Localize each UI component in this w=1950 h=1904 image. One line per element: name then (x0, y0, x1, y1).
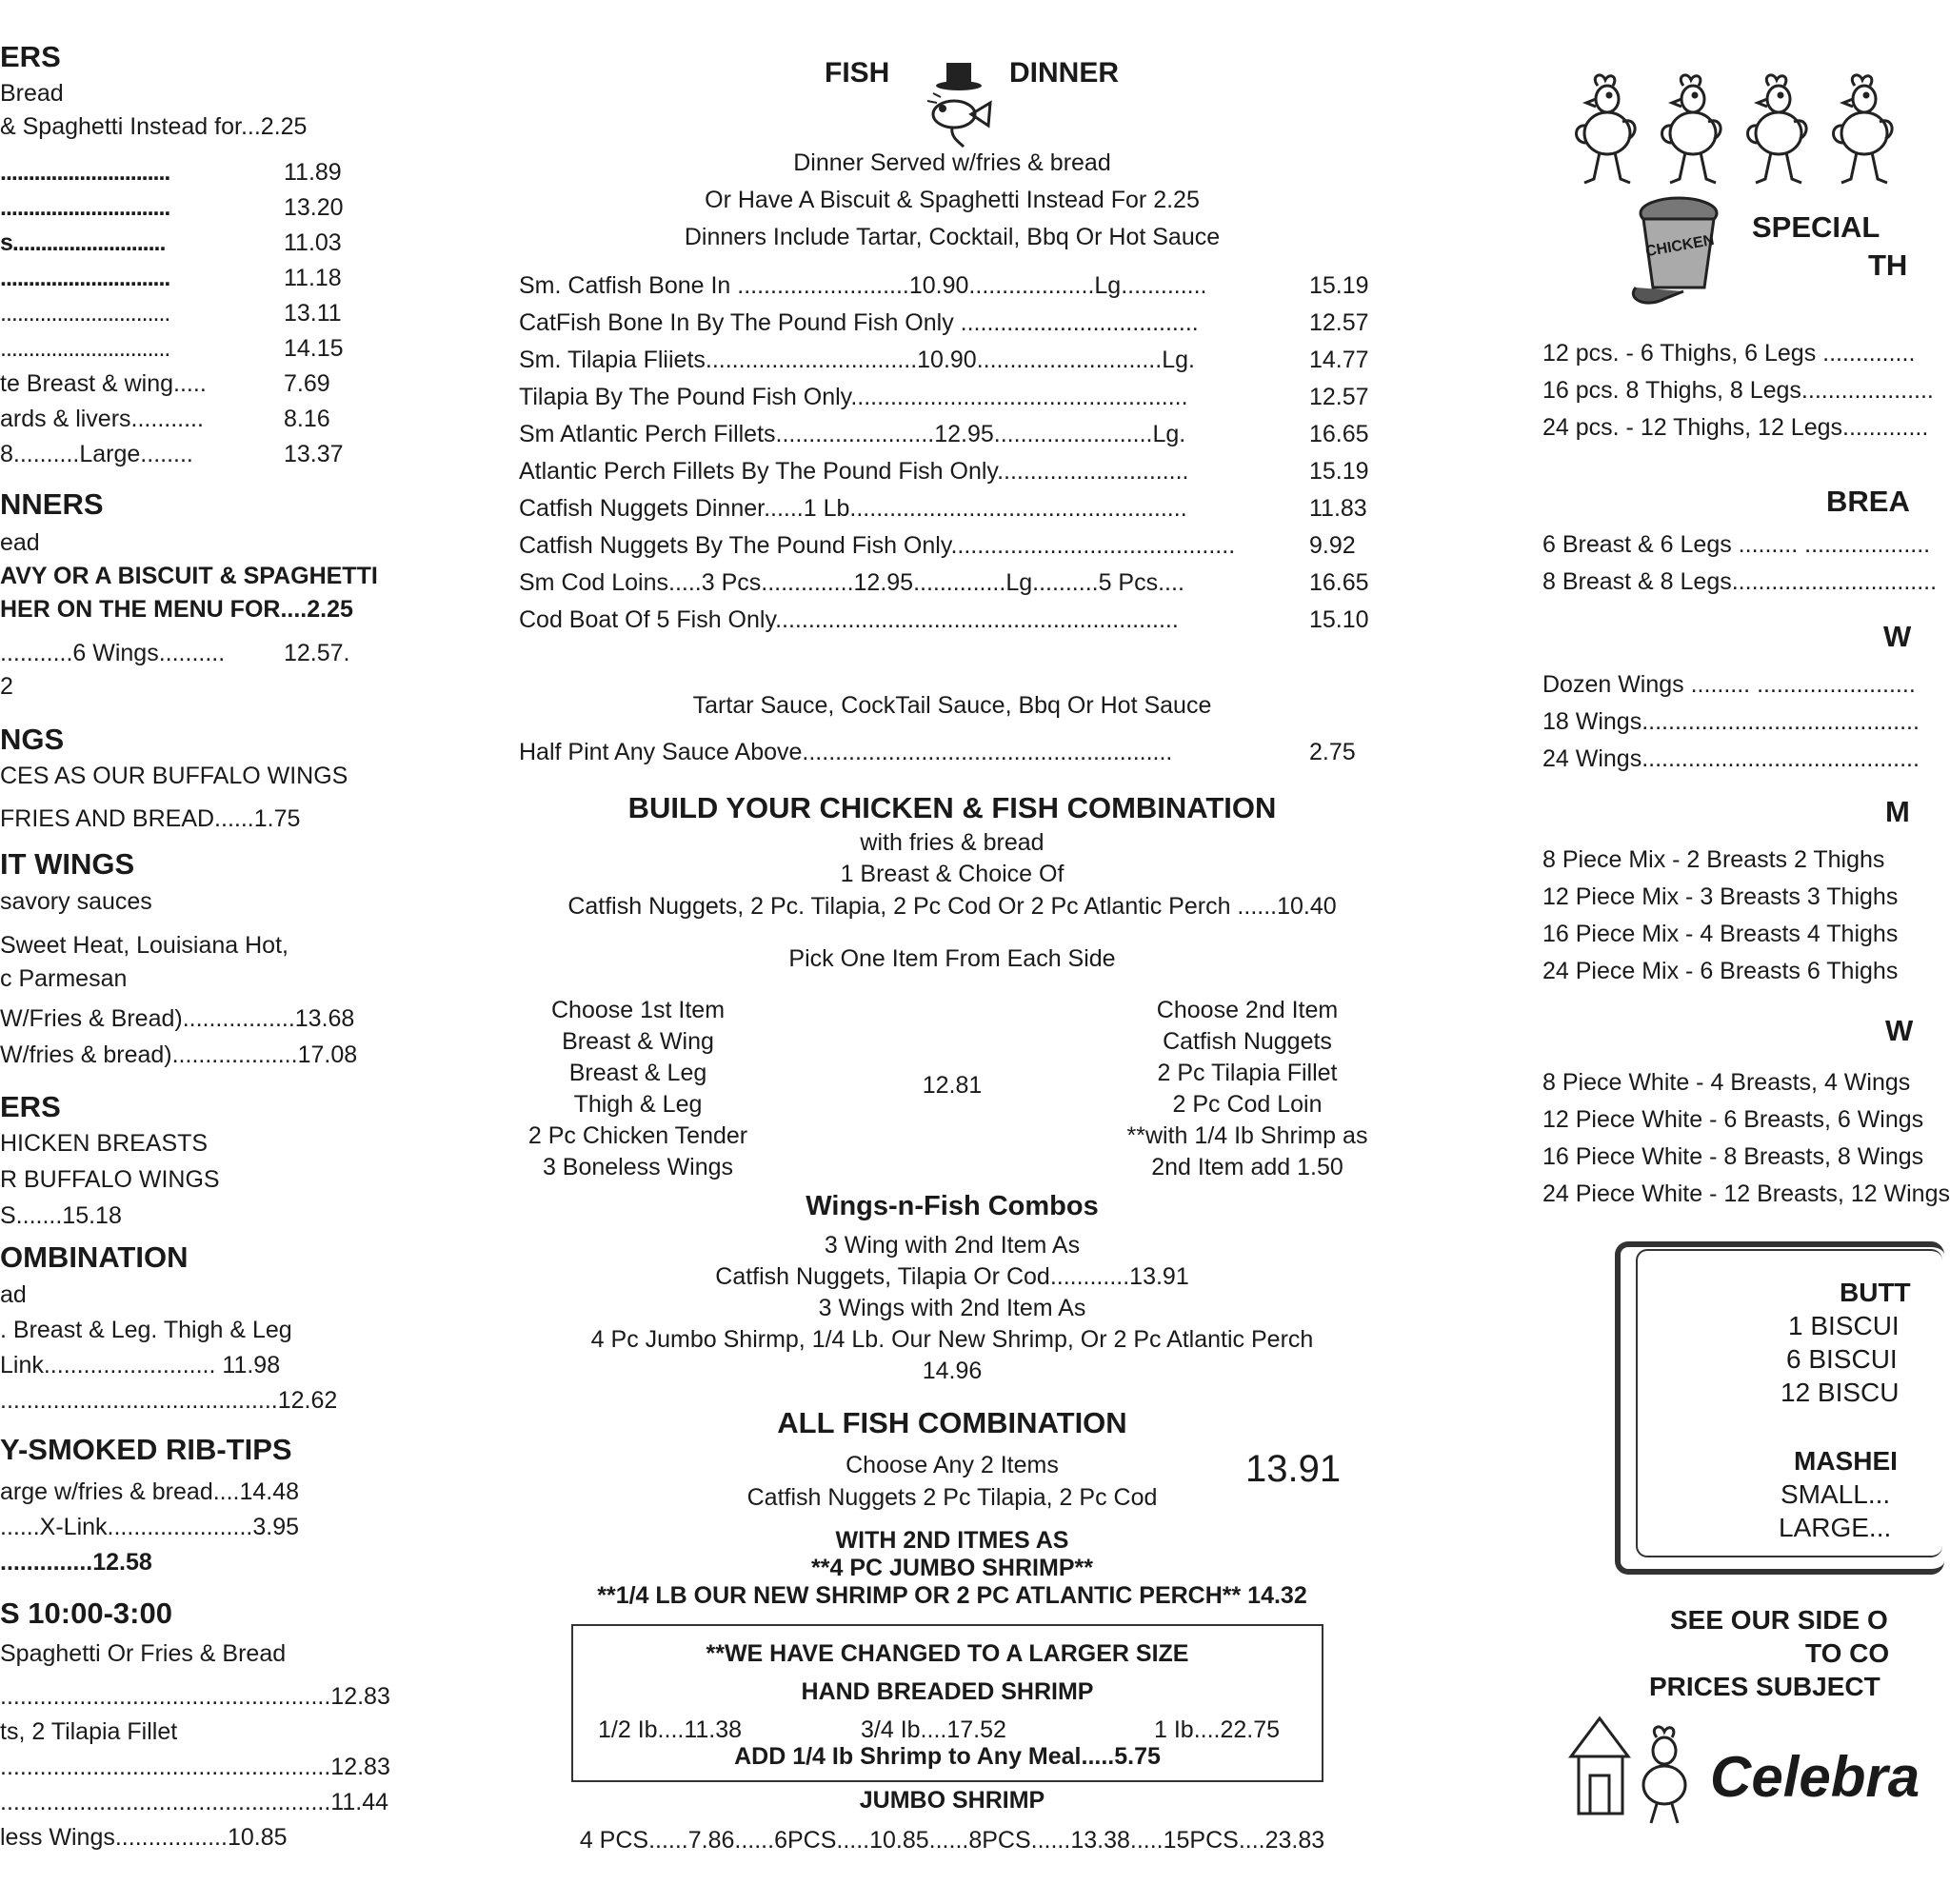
left-menu-price: 11.18 (284, 265, 342, 291)
fish-item-name: Atlantic Perch Fillets By The Pound Fish Only............................. (519, 458, 1189, 485)
left-menu-line: R BUFFALO WINGS (0, 1166, 220, 1193)
dinner-title: DINNER (1009, 57, 1120, 89)
left-menu-line: . Breast & Leg. Thigh & Leg (0, 1317, 292, 1343)
chicken-package-line: 12 Piece White - 6 Breasts, 6 Wings (1542, 1106, 1924, 1133)
left-menu-line: CES AS OUR BUFFALO WINGS (0, 763, 348, 789)
celebrate-text: Celebra (1710, 1745, 1920, 1809)
left-menu-line: ..................................................12.83 (0, 1683, 390, 1710)
dancing-chickens-icon (1569, 67, 1912, 190)
chicken-package-line: 18 Wings.......................................... (1542, 708, 1920, 735)
see-side-line-1: SEE OUR SIDE O (1670, 1605, 1888, 1635)
fish-item-name: Catfish Nuggets By The Pound Fish Only........................................... (519, 532, 1236, 559)
left-menu-line: ts, 2 Tilapia Fillet (0, 1718, 178, 1745)
intro-line-1: Dinner Served w/fries & bread (793, 149, 1111, 176)
left-menu-price: 7.69 (284, 370, 330, 397)
left-menu-line: Spaghetti Or Fries & Bread (0, 1640, 287, 1667)
shrimp-size-half-lb: 1/2 Ib....11.38 (598, 1716, 743, 1743)
shrimp-notice-line-1: **WE HAVE CHANGED TO A LARGER SIZE (706, 1640, 1189, 1667)
left-menu-line: AVY OR A BISCUIT & SPAGHETTI (0, 563, 378, 589)
chicken-package-line: 8 Piece White - 4 Breasts, 4 Wings (1542, 1069, 1911, 1096)
build-combo-title: BUILD YOUR CHICKEN & FISH COMBINATION (627, 791, 1277, 824)
wings-fish-line: Catfish Nuggets, Tilapia Or Cod............13.91 (715, 1263, 1189, 1290)
shrimp-size-one-lb: 1 Ib....22.75 (1154, 1716, 1281, 1743)
fish-item-name: Sm. Tilapia Fliiets................................10.90............................Lg. (519, 347, 1195, 373)
left-menu-line: ......X-Link......................3.95 (0, 1514, 300, 1540)
sides-box-line: 6 BISCUI (1786, 1344, 1898, 1374)
chicken-package-line: 8 Breast & 8 Legs............................... (1542, 568, 1938, 595)
half-pint-price: 2.75 (1309, 739, 1356, 765)
left-menu-line: .............................. (0, 335, 170, 362)
left-menu-price: 11.89 (284, 159, 342, 186)
second-item-choice: Choose 2nd Item (1156, 997, 1339, 1023)
left-menu-line: Y-SMOKED RIB-TIPS (0, 1433, 292, 1466)
left-menu-line: .............................. (0, 265, 170, 291)
chicken-package-line: 24 Piece White - 12 Breasts, 12 Wings (1542, 1180, 1950, 1207)
left-menu-line: ..................................................11.44 (0, 1789, 388, 1815)
shrimp-add-on: ADD 1/4 Ib Shrimp to Any Meal.....5.75 (734, 1743, 1161, 1770)
chicken-package-line: 8 Piece Mix - 2 Breasts 2 Thighs (1542, 846, 1885, 873)
left-menu-line: 2 (0, 673, 13, 700)
left-menu-line: S 10:00-3:00 (0, 1597, 172, 1630)
second-item-choice: 2 Pc Cod Loin (1172, 1091, 1323, 1118)
sides-box-line: 1 BISCUI (1788, 1311, 1900, 1340)
left-menu-line: Bread (0, 80, 64, 107)
first-item-choice: Breast & Leg (568, 1060, 707, 1086)
left-menu-line: ..................................................12.83 (0, 1754, 390, 1780)
fish-item-name: Catfish Nuggets Dinner......1 Lb................................................... (519, 495, 1187, 522)
fish-item-price: 15.19 (1309, 458, 1369, 485)
left-menu-price: 14.15 (284, 335, 344, 362)
chicken-package-line: 12 Piece Mix - 3 Breasts 3 Thighs (1542, 883, 1899, 910)
left-menu-line: .............................. (0, 300, 170, 327)
left-menu-price: 13.20 (284, 194, 344, 221)
chicken-package-line: BREA (1826, 485, 1910, 518)
fish-item-name: Tilapia By The Pound Fish Only................................................... (519, 384, 1188, 410)
bucket-label: CHICKEN (1643, 231, 1716, 261)
left-menu-line: te Breast & wing..... (0, 370, 207, 397)
build-line-3: Catfish Nuggets, 2 Pc. Tilapia, 2 Pc Cod Or 2 Pc Atlantic Perch ......10.40 (567, 893, 1337, 920)
first-item-choice: Breast & Wing (562, 1028, 714, 1055)
chicken-package-line: W (1885, 1014, 1914, 1047)
wings-fish-line: 4 Pc Jumbo Shirmp, 1/4 Lb. Our New Shrimp, Or 2 Pc Atlantic Perch (590, 1326, 1314, 1353)
wings-fish-line: 3 Wing with 2nd Item As (824, 1232, 1081, 1259)
left-menu-line: 8..........Large........ (0, 441, 193, 467)
left-menu-line: .............................. (0, 194, 170, 221)
chicken-package-line: 6 Breast & 6 Legs ......... ................... (1542, 531, 1931, 558)
sides-box-line: LARGE... (1779, 1513, 1892, 1542)
with-2nd-line-1: WITH 2ND ITMES AS (835, 1527, 1069, 1554)
left-menu-line: s........................... (0, 229, 166, 256)
half-pint-label: Half Pint Any Sauce Above........................................................ (519, 739, 1173, 765)
second-item-choice: **with 1/4 Ib Shrimp as (1126, 1122, 1368, 1149)
fish-item-price: 16.65 (1309, 569, 1369, 596)
special-title-line-1: SPECIAL (1752, 210, 1880, 244)
left-menu-line: ...........6 Wings.......... (0, 640, 226, 666)
all-fish-line-2: Catfish Nuggets 2 Pc Tilapia, 2 Pc Cod (746, 1484, 1158, 1511)
all-fish-title: ALL FISH COMBINATION (777, 1406, 1127, 1439)
fish-item-price: 12.57 (1309, 309, 1369, 336)
see-side-line-3: PRICES SUBJECT (1649, 1672, 1880, 1701)
left-menu-line: FRIES AND BREAD......1.75 (0, 805, 301, 832)
fish-item-name: Sm Atlantic Perch Fillets........................12.95........................Lg. (519, 421, 1186, 447)
all-fish-price: 13.91 (1245, 1448, 1342, 1490)
chicken-package-line: 24 Wings.......................................... (1542, 745, 1920, 772)
wings-fish-line: 14.96 (922, 1358, 983, 1384)
chicken-coop-icon (1562, 1709, 1704, 1828)
fish-item-name: Cod Boat Of 5 Fish Only............................................................. (519, 606, 1179, 633)
first-item-choice: Choose 1st Item (550, 997, 726, 1023)
fish-item-price: 11.83 (1309, 495, 1367, 522)
chicken-package-line: W (1883, 620, 1912, 653)
shrimp-size-three-quarter-lb: 3/4 Ib....17.52 (861, 1716, 1006, 1743)
second-item-choice: 2 Pc Tilapia Fillet (1157, 1060, 1338, 1086)
chicken-package-line: 16 Piece Mix - 4 Breasts 4 Thighs (1542, 921, 1899, 947)
wings-fish-title: Wings-n-Fish Combos (806, 1191, 1099, 1221)
intro-line-3: Dinners Include Tartar, Cocktail, Bbq Or Hot Sauce (684, 224, 1221, 250)
left-menu-price: 11.03 (284, 229, 342, 256)
fish-item-price: 12.57 (1309, 384, 1369, 410)
left-menu-line: Sweet Heat, Louisiana Hot, (0, 932, 289, 959)
shrimp-notice-line-2: HAND BREADED SHRIMP (801, 1678, 1094, 1705)
chicken-package-line: 24 Piece Mix - 6 Breasts 6 Thighs (1542, 958, 1899, 984)
left-menu-line: ead (0, 529, 40, 556)
chicken-package-line: Dozen Wings ......... ........................ (1542, 671, 1916, 698)
chicken-package-line: M (1885, 795, 1910, 828)
left-menu-line: ards & livers........... (0, 406, 204, 432)
shrimp-notice-box (571, 1624, 1323, 1782)
left-menu-line: NNERS (0, 487, 104, 521)
left-menu-column (0, 0, 419, 1904)
left-menu-line: HER ON THE MENU FOR....2.25 (0, 596, 353, 623)
fish-title: FISH (825, 57, 890, 89)
first-item-choice: 2 Pc Chicken Tender (527, 1122, 748, 1149)
left-menu-line: arge w/fries & bread....14.48 (0, 1478, 300, 1505)
fish-item-price: 16.65 (1309, 421, 1369, 447)
left-menu-line: S.......15.18 (0, 1202, 122, 1229)
left-menu-line: NGS (0, 723, 65, 756)
fish-dinner-column (495, 0, 1409, 1904)
jumbo-shrimp-title: JUMBO SHRIMP (859, 1787, 1045, 1814)
left-menu-price: 12.57. (284, 640, 350, 666)
sides-box-line: SMALL... (1781, 1479, 1891, 1509)
left-menu-line: ERS (0, 40, 61, 73)
build-line-1: with fries & bread (860, 829, 1045, 856)
chicken-package-line: 12 pcs. - 6 Thighs, 6 Legs .............. (1542, 340, 1916, 367)
left-menu-line: ..............12.58 (0, 1549, 152, 1576)
pick-one-note: Pick One Item From Each Side (788, 945, 1116, 972)
left-menu-line: .............................. (0, 159, 170, 186)
with-2nd-line-3: **1/4 LB OUR NEW SHRIMP OR 2 PC ATLANTIC PERCH** 14.32 (597, 1582, 1307, 1609)
left-menu-line: Link.......................... 11.98 (0, 1352, 281, 1378)
special-title-line-2: TH (1868, 248, 1908, 282)
left-menu-line: less Wings.................10.85 (0, 1824, 288, 1851)
left-menu-line: ad (0, 1281, 27, 1308)
sides-box-line: MASHEI (1794, 1446, 1898, 1476)
left-menu-line: HICKEN BREASTS (0, 1130, 209, 1157)
fish-item-name: Sm. Catfish Bone In ..........................10.90...................Lg............. (519, 272, 1207, 299)
second-item-choice: 2nd Item add 1.50 (1151, 1154, 1343, 1180)
fish-item-price: 15.10 (1309, 606, 1369, 633)
left-menu-line: savory sauces (0, 888, 152, 915)
left-menu-line: c Parmesan (0, 965, 128, 992)
fish-mascot-icon (914, 55, 1005, 150)
first-item-choice: 3 Boneless Wings (542, 1154, 734, 1180)
chicken-package-line: 24 pcs. - 12 Thighs, 12 Legs............. (1542, 414, 1929, 441)
combo-price: 12.81 (922, 1072, 983, 1099)
fish-item-price: 14.77 (1309, 347, 1369, 373)
chicken-package-line: 16 pcs. 8 Thighs, 8 Legs.................... (1542, 377, 1934, 404)
all-fish-line-1: Choose Any 2 Items (846, 1452, 1059, 1478)
left-menu-line: ERS (0, 1090, 61, 1123)
left-menu-line: OMBINATION (0, 1240, 189, 1274)
build-line-2: 1 Breast & Choice Of (840, 861, 1065, 887)
wings-fish-line: 3 Wings with 2nd Item As (818, 1295, 1086, 1321)
fish-item-name: Sm Cod Loins.....3 Pcs..............12.95..............Lg..........5 Pcs.... (519, 569, 1184, 596)
first-item-choice: Thigh & Leg (573, 1091, 703, 1118)
sides-box-line: BUTT (1840, 1278, 1911, 1307)
second-item-choice: Catfish Nuggets (1163, 1028, 1332, 1055)
fish-item-price: 15.19 (1309, 272, 1369, 299)
left-menu-line: IT WINGS (0, 847, 135, 881)
fish-item-name: CatFish Bone In By The Pound Fish Only .................................... (519, 309, 1199, 336)
right-chicken-column (1523, 0, 1950, 1904)
jumbo-shrimp-prices: 4 PCS......7.86......6PCS.....10.85......8PCS......13.38.....15PCS....23.83 (579, 1827, 1325, 1854)
left-menu-line: ..........................................12.62 (0, 1387, 338, 1414)
left-menu-price: 13.11 (284, 300, 342, 327)
with-2nd-line-2: **4 PC JUMBO SHRIMP** (811, 1555, 1093, 1581)
left-menu-line: & Spaghetti Instead for...2.25 (0, 113, 308, 140)
left-menu-price: 8.16 (284, 406, 330, 432)
sides-box-line: 12 BISCU (1781, 1378, 1900, 1407)
see-side-line-2: TO CO (1805, 1638, 1890, 1668)
intro-line-2: Or Have A Biscuit & Spaghetti Instead For 2.25 (705, 187, 1200, 213)
sauce-note: Tartar Sauce, CockTail Sauce, Bbq Or Hot Sauce (692, 692, 1212, 719)
left-menu-line: W/Fries & Bread).................13.68 (0, 1005, 355, 1032)
left-menu-price: 13.37 (284, 441, 344, 467)
left-menu-line: W/fries & bread)...................17.08 (0, 1041, 358, 1068)
chicken-package-line: 16 Piece White - 8 Breasts, 8 Wings (1542, 1143, 1924, 1170)
fish-item-price: 9.92 (1309, 532, 1356, 559)
